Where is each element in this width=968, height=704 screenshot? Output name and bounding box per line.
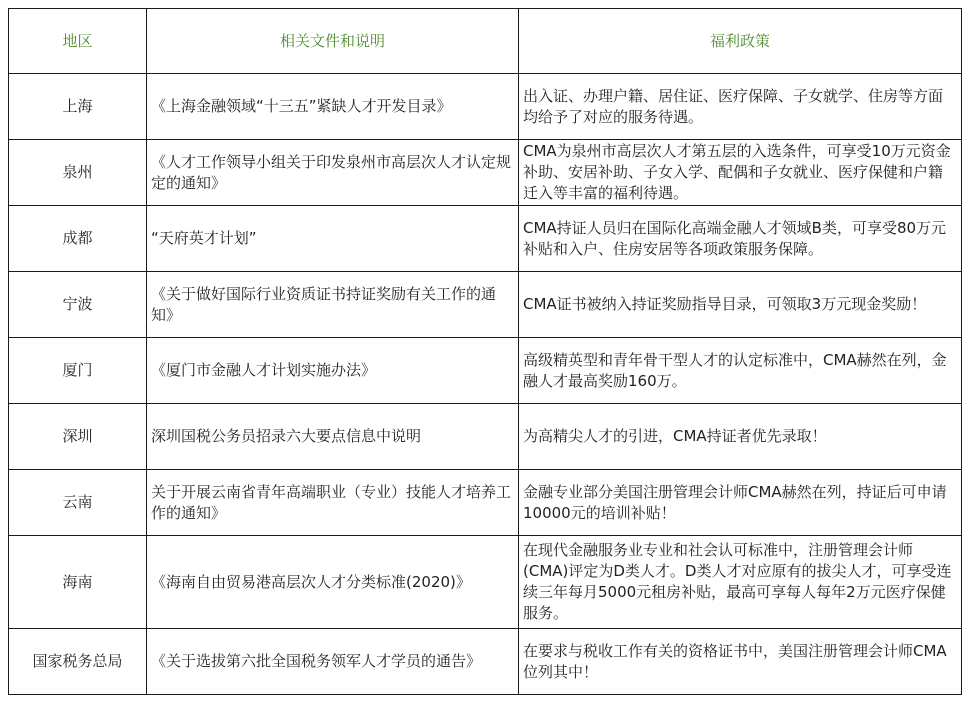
document-cell: 《上海金融领域“十三五”紧缺人才开发目录》 xyxy=(147,74,519,140)
policy-cell: CMA为泉州市高层次人才第五层的入选条件，可享受10万元资金补助、安居补助、子女入学、配偶和子女就业、医疗保健和户籍迁入等丰富的福利待遇。 xyxy=(519,140,962,206)
document-cell: 《海南自由贸易港高层次人才分类标准(2020)》 xyxy=(147,536,519,629)
table-row xyxy=(9,338,962,404)
region-cell: 深圳 xyxy=(9,404,147,470)
header-row xyxy=(9,9,962,74)
header-document: 相关文件和说明 xyxy=(147,9,519,74)
region-cell: 泉州 xyxy=(9,140,147,206)
document-cell: “天府英才计划” xyxy=(147,206,519,272)
header-region: 地区 xyxy=(9,9,147,74)
policy-cell: 出入证、办理户籍、居住证、医疗保障、子女就学、住房等方面均给予了对应的服务待遇。 xyxy=(519,74,962,140)
region-cell: 国家税务总局 xyxy=(9,629,147,695)
policy-table xyxy=(8,8,962,695)
table-row xyxy=(9,536,962,629)
table-row xyxy=(9,404,962,470)
policy-cell: CMA证书被纳入持证奖励指导目录，可领取3万元现金奖励！ xyxy=(519,272,962,338)
table-row xyxy=(9,470,962,536)
document-cell: 《厦门市金融人才计划实施办法》 xyxy=(147,338,519,404)
table-row xyxy=(9,629,962,695)
region-cell: 云南 xyxy=(9,470,147,536)
policy-cell: 在现代金融服务业专业和社会认可标准中，注册管理会计师(CMA)评定为D类人才。D类人才对应原有的拔尖人才，可享受连续三年每月5000元租房补贴，最高可享每人每年2万元医疗保健服务。 xyxy=(519,536,962,629)
policy-cell: 金融专业部分美国注册管理会计师CMA赫然在列，持证后可申请10000元的培训补贴！ xyxy=(519,470,962,536)
region-cell: 上海 xyxy=(9,74,147,140)
region-cell: 宁波 xyxy=(9,272,147,338)
document-cell: 《关于选拔第六批全国税务领军人才学员的通告》 xyxy=(147,629,519,695)
region-cell: 厦门 xyxy=(9,338,147,404)
table-row xyxy=(9,272,962,338)
policy-cell: CMA持证人员归在国际化高端金融人才领域B类，可享受80万元补贴和入户、住房安居等各项政策服务保障。 xyxy=(519,206,962,272)
policy-cell: 在要求与税收工作有关的资格证书中，美国注册管理会计师CMA位列其中！ xyxy=(519,629,962,695)
region-cell: 海南 xyxy=(9,536,147,629)
policy-cell: 为高精尖人才的引进，CMA持证者优先录取！ xyxy=(519,404,962,470)
header-policy: 福利政策 xyxy=(519,9,962,74)
document-cell: 深圳国税公务员招录六大要点信息中说明 xyxy=(147,404,519,470)
table-row xyxy=(9,140,962,206)
table-row xyxy=(9,74,962,140)
region-cell: 成都 xyxy=(9,206,147,272)
document-cell: 《人才工作领导小组关于印发泉州市高层次人才认定规定的通知》 xyxy=(147,140,519,206)
table-row xyxy=(9,206,962,272)
document-cell: 《关于做好国际行业资质证书持证奖励有关工作的通知》 xyxy=(147,272,519,338)
document-cell: 关于开展云南省青年高端职业（专业）技能人才培养工作的通知》 xyxy=(147,470,519,536)
policy-cell: 高级精英型和青年骨干型人才的认定标准中，CMA赫然在列，金融人才最高奖励160万。 xyxy=(519,338,962,404)
